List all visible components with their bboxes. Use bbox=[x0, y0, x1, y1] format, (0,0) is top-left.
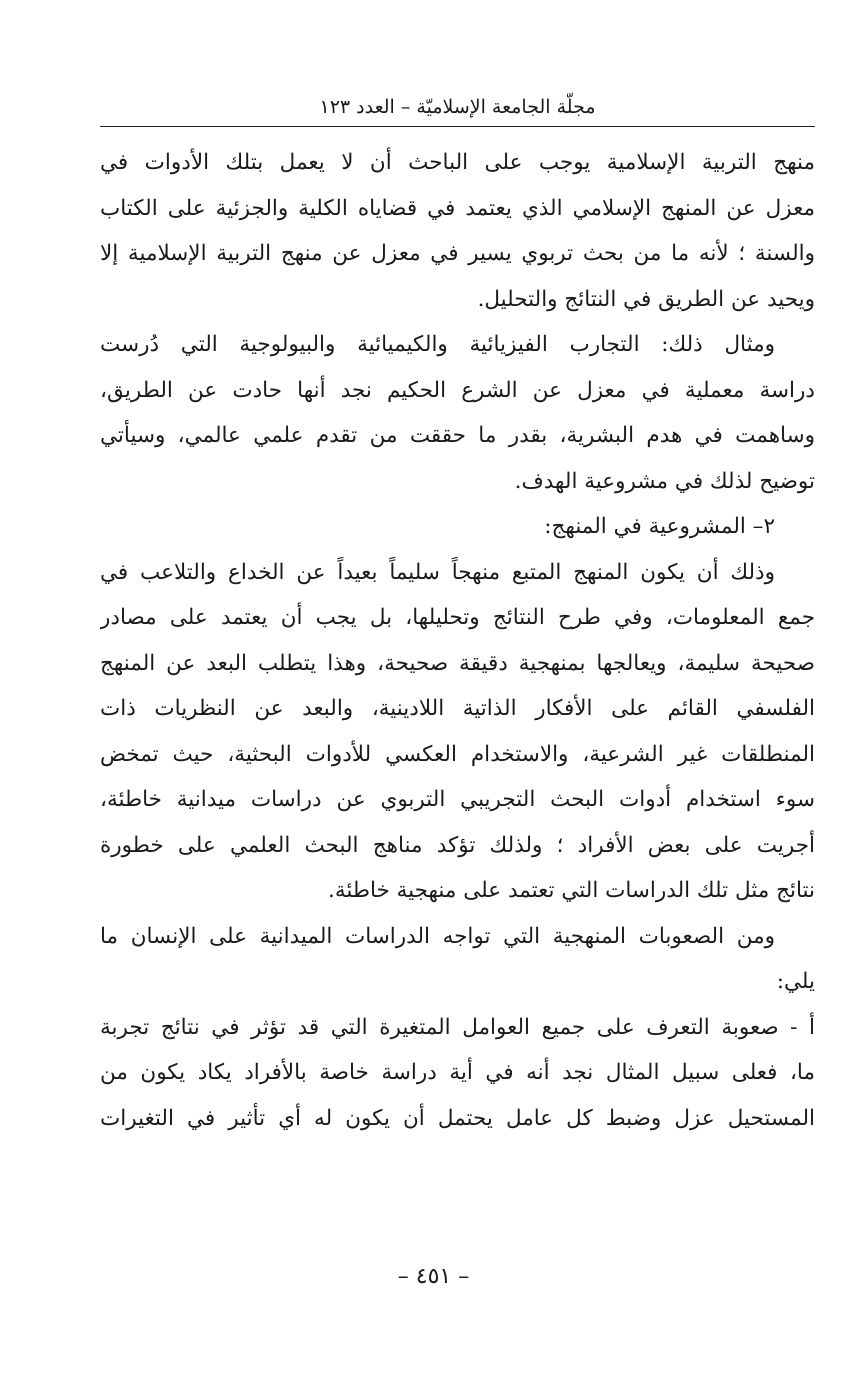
text-line: ومثال ذلك: التجارب الفيزيائية والكيميائية والبيولوجية التي دُرست bbox=[100, 332, 775, 357]
text-line: أ - صعوبة التعرف على جميع العوامل المتغيرة التي قد تؤثر في نتائج تجربة bbox=[100, 1014, 815, 1040]
running-header-title: مجلّة الجامعة الإسلاميّة – العدد ١٢٣ bbox=[319, 96, 596, 118]
text-line: أجريت على بعض الأفراد ؛ ولذلك تؤكد مناهج البحث العلمي على خطورة bbox=[100, 832, 815, 858]
body-text bbox=[100, 140, 815, 1141]
text-line: وذلك أن يكون المنهج المتبع منهجاً سليماً بعيداً عن الخداع والتلاعب في bbox=[100, 559, 775, 585]
text-line: المستحيل عزل وضبط كل عامل يحتمل أن يكون له أي تأثير في التغيرات bbox=[100, 1105, 815, 1131]
text-line: معزل عن المنهج الإسلامي الذي يعتمد في قضاياه الكلية والجزئية على الكتاب bbox=[100, 195, 815, 221]
text-line: ويحيد عن الطريق في النتائج والتحليل. bbox=[477, 286, 815, 312]
section-heading: ٢– المشروعية في المنهج: bbox=[544, 514, 775, 539]
text-line: جمع المعلومات، وفي طرح النتائج وتحليلها، بل يجب أن يعتمد على مصادر bbox=[100, 605, 815, 630]
text-line: المنطلقات غير الشرعية، والاستخدام العكسي للأدوات البحثية، حيث تمخض bbox=[100, 741, 815, 767]
text-line: يلي: bbox=[776, 969, 815, 994]
text-line: صحيحة سليمة، ويعالجها بمنهجية دقيقة صحيحة، وهذا يتطلب البعد عن المنهج bbox=[100, 650, 815, 676]
text-line: الفلسفي القائم على الأفكار الذاتية اللادينية، والبعد عن النظريات ذات bbox=[100, 696, 815, 721]
text-line: وساهمت في هدم البشرية، بقدر ما حققت من تقدم علمي عالمي، وسيأتي bbox=[100, 423, 815, 448]
text-line: سوء استخدام أدوات البحث التجريبي التربوي عن دراسات ميدانية خاطئة، bbox=[100, 787, 815, 812]
text-line: والسنة ؛ لأنه ما من بحث تربوي يسير في معزل عن منهج التربية الإسلامية إلا bbox=[100, 241, 815, 266]
text-line: ومن الصعوبات المنهجية التي تواجه الدراسات الميدانية على الإنسان ما bbox=[100, 923, 775, 949]
text-line: ما، فعلى سبيل المثال نجد أنه في أية دراسة خاصة بالأفراد يكاد يكون من bbox=[100, 1060, 815, 1085]
text-line: دراسة معملية في معزل عن الشرع الحكيم نجد أنها حادت عن الطريق، bbox=[100, 377, 815, 403]
page-number: – ٤٥١ – bbox=[397, 1264, 470, 1289]
header-rule bbox=[100, 126, 815, 127]
text-line: نتائج مثل تلك الدراسات التي تعتمد على منهجية خاطئة. bbox=[327, 878, 815, 903]
text-line: منهج التربية الإسلامية يوجب على الباحث أن لا يعمل بتلك الأدوات في bbox=[100, 150, 815, 175]
text-line: توضيح لذلك في مشروعية الهدف. bbox=[514, 468, 815, 494]
